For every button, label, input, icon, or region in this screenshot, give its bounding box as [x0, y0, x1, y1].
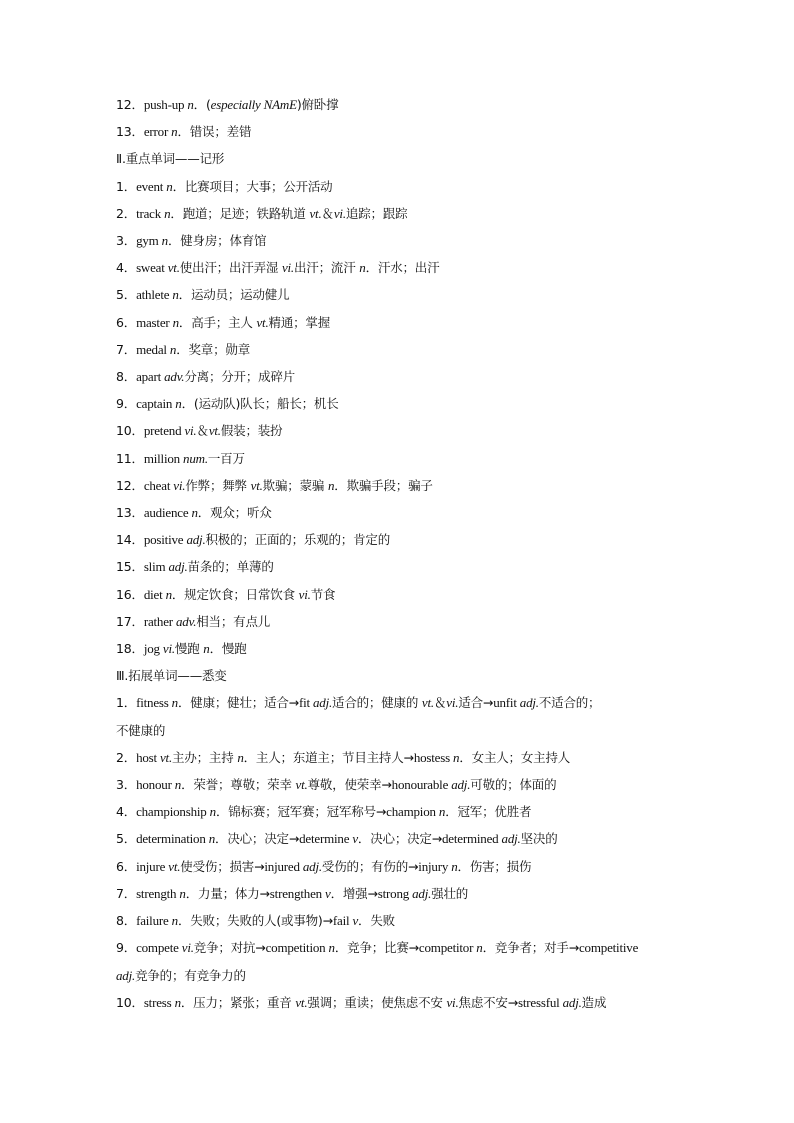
- text-segment: )俯卧撑: [296, 97, 339, 112]
- text-segment: 可敬的；体面的: [470, 777, 557, 793]
- part-of-speech: vt.: [309, 205, 322, 221]
- text-line: [116, 145, 686, 172]
- text-segment: 焦虑不安→: [458, 994, 519, 1010]
- english-word: slim: [143, 559, 169, 575]
- text-segment: Ⅲ.拓展单词——悉变: [116, 668, 227, 684]
- part-of-speech: n: [172, 287, 179, 303]
- text-segment: 9．: [116, 396, 137, 412]
- part-of-speech: n: [359, 260, 366, 276]
- english-word: error: [143, 124, 172, 140]
- text-line: [116, 390, 686, 417]
- english-word: determined: [442, 831, 502, 847]
- text-segment: 3．: [116, 233, 137, 249]
- text-segment: 7．: [116, 341, 137, 357]
- text-segment: 假装；装扮: [220, 423, 283, 439]
- part-of-speech: v: [352, 913, 359, 929]
- text-line: [116, 635, 686, 662]
- text-segment: 分离；分开；成碎片: [184, 369, 296, 385]
- english-word: strengthen: [269, 885, 325, 901]
- english-word: injure: [136, 858, 169, 874]
- text-segment: ．增强→: [330, 885, 378, 901]
- text-segment: ．荣誉；尊敬；荣幸: [181, 777, 296, 793]
- text-segment: 精通；掌握: [268, 314, 331, 330]
- part-of-speech: vt.: [167, 260, 180, 276]
- text-segment: ．高手；主人: [178, 314, 257, 330]
- part-of-speech: adj.: [186, 532, 206, 548]
- text-line: [116, 853, 686, 880]
- text-segment: 竞争的；有竞争力的: [135, 967, 246, 983]
- part-of-speech: n: [451, 858, 458, 874]
- text-segment: 17．: [116, 613, 144, 629]
- part-of-speech: n: [191, 505, 198, 521]
- text-segment: ．规定饮食；日常饮食: [171, 586, 299, 602]
- part-of-speech: adj.: [302, 858, 322, 874]
- part-of-speech: n: [166, 178, 173, 194]
- text-line: [116, 445, 686, 472]
- part-of-speech: vi.: [181, 940, 194, 956]
- text-line: [116, 200, 686, 227]
- text-segment: 10．: [116, 423, 144, 439]
- text-segment: 12．: [116, 97, 144, 112]
- part-of-speech: n: [172, 314, 179, 330]
- text-segment: 6．: [116, 858, 137, 874]
- text-segment: ．失败；失败的人(或事物)→: [177, 913, 333, 929]
- text-line: [116, 825, 686, 852]
- english-word: hostess: [413, 749, 454, 765]
- text-segment: 6．: [116, 314, 137, 330]
- text-segment: ．女主人；女主持人: [459, 749, 571, 765]
- english-word: jog: [143, 641, 163, 657]
- text-segment: 一百万: [207, 450, 245, 466]
- part-of-speech: v: [325, 885, 331, 901]
- text-segment: ＆: [433, 695, 447, 711]
- text-line: [116, 254, 686, 281]
- part-of-speech: n: [161, 233, 168, 249]
- text-segment: 慢跑: [174, 641, 204, 657]
- part-of-speech: vi.: [173, 477, 186, 493]
- part-of-speech: n: [174, 777, 182, 793]
- english-word: compete: [136, 940, 182, 956]
- english-word: failure: [136, 913, 172, 929]
- text-segment: 节食: [310, 586, 336, 602]
- text-line: [116, 472, 686, 499]
- part-of-speech: n: [165, 586, 172, 602]
- part-of-speech: n: [171, 695, 178, 711]
- text-segment: 出汗；流汗: [294, 260, 360, 276]
- text-segment: 4．: [116, 260, 137, 276]
- text-line: [116, 798, 686, 825]
- text-segment: ．跑道；足迹；铁路轨道: [170, 205, 310, 221]
- part-of-speech: adj.: [168, 559, 188, 575]
- text-line: [116, 689, 686, 716]
- text-segment: ．锦标赛；冠军赛；冠军称号→: [215, 804, 387, 820]
- text-line: [116, 989, 686, 1016]
- english-word: diet: [143, 586, 166, 602]
- english-word: athlete: [136, 287, 173, 303]
- part-of-speech: vt.: [295, 777, 308, 793]
- part-of-speech: num.: [183, 450, 208, 466]
- text-line: [116, 962, 686, 989]
- part-of-speech: n: [169, 341, 177, 357]
- text-line: [116, 608, 686, 635]
- text-segment: 主办；主持: [172, 749, 238, 765]
- part-of-speech: n: [187, 97, 194, 112]
- part-of-speech: n: [203, 641, 210, 657]
- text-segment: 1．: [116, 695, 137, 711]
- text-segment: ．欺骗手段；骗子: [334, 477, 433, 493]
- text-line: [116, 581, 686, 608]
- text-segment: ＆: [321, 205, 334, 221]
- part-of-speech: adj.: [451, 777, 471, 793]
- text-segment: 2．: [116, 749, 137, 765]
- part-of-speech: adv.: [175, 613, 197, 629]
- text-line: [116, 173, 686, 200]
- text-line: [116, 309, 686, 336]
- part-of-speech: vt.: [159, 749, 173, 765]
- english-word: honour: [136, 777, 175, 793]
- english-word: host: [136, 749, 160, 765]
- text-segment: 5．: [116, 287, 137, 303]
- english-word: push-up: [143, 97, 188, 112]
- part-of-speech: adj.: [519, 695, 539, 711]
- english-word: determine: [299, 831, 353, 847]
- text-segment: 追踪；跟踪: [345, 205, 408, 221]
- text-line: [116, 417, 686, 444]
- text-segment: 欺骗；蒙骗: [262, 477, 328, 493]
- text-segment: 5．: [116, 831, 137, 847]
- text-segment: ．失败: [358, 913, 395, 929]
- english-word: sweat: [136, 260, 168, 276]
- text-segment: 作弊；舞弊: [185, 477, 251, 493]
- english-word: captain: [136, 396, 176, 412]
- part-of-speech: n: [174, 994, 181, 1010]
- text-segment: 14．: [116, 532, 144, 548]
- english-word: strong: [377, 885, 413, 901]
- english-word: cheat: [143, 477, 174, 493]
- english-word: competitive: [578, 940, 639, 956]
- text-segment: ．决心；决定→: [357, 831, 442, 847]
- text-segment: 适合→: [458, 695, 494, 711]
- text-segment: 16．: [116, 586, 144, 602]
- text-line: [116, 499, 686, 526]
- part-of-speech: vt.: [421, 695, 434, 711]
- english-word: determination: [136, 831, 209, 847]
- part-of-speech: n: [164, 205, 171, 221]
- part-of-speech: n: [209, 804, 216, 820]
- text-segment: 8．: [116, 369, 137, 385]
- text-segment: ．(运动队)队长；船长；机长: [181, 396, 339, 412]
- text-segment: Ⅱ.重点单词——记形: [116, 151, 225, 167]
- english-word: champion: [386, 804, 439, 820]
- part-of-speech: adj.: [312, 695, 333, 711]
- english-word: fitness: [136, 695, 172, 711]
- text-segment: 不适合的；: [538, 695, 601, 711]
- text-segment: ＆: [196, 423, 209, 439]
- part-of-speech: n: [328, 940, 335, 956]
- text-segment: 不健康的: [116, 722, 166, 738]
- text-segment: 18．: [116, 641, 144, 657]
- english-word: audience: [143, 505, 192, 521]
- text-line: [116, 907, 686, 934]
- text-segment: ．比赛项目；大事；公开活动: [172, 178, 333, 194]
- part-of-speech: vi.: [446, 695, 459, 711]
- text-line: [116, 281, 686, 308]
- text-segment: 造成: [581, 994, 607, 1010]
- part-of-speech: n: [453, 749, 460, 765]
- text-segment: 使受伤；损害→: [180, 858, 265, 874]
- english-word: championship: [136, 804, 210, 820]
- text-line: [116, 880, 686, 907]
- text-line: [116, 118, 686, 145]
- part-of-speech: vi.: [281, 260, 294, 276]
- part-of-speech: n: [175, 396, 182, 412]
- part-of-speech: n: [208, 831, 216, 847]
- text-segment: ．冠军；优胜者: [445, 804, 532, 820]
- text-segment: 7．: [116, 885, 137, 901]
- text-segment: 使出汗；出汗弄湿: [179, 260, 282, 276]
- part-of-speech: vt.: [295, 994, 308, 1010]
- part-of-speech: v: [352, 831, 358, 847]
- text-segment: 4．: [116, 804, 137, 820]
- part-of-speech: especially NAmE: [210, 97, 297, 112]
- english-word: event: [136, 178, 167, 194]
- english-word: medal: [136, 341, 170, 357]
- text-segment: 积极的；正面的；乐观的；肯定的: [205, 532, 391, 548]
- text-line: [116, 717, 686, 744]
- text-segment: ．慢跑: [209, 641, 247, 657]
- text-line: [116, 363, 686, 390]
- text-segment: 1．: [116, 178, 137, 194]
- english-word: competitor: [418, 940, 477, 956]
- document-body: [116, 91, 686, 1016]
- text-line: [116, 771, 686, 798]
- english-word: injury: [418, 858, 452, 874]
- english-word: competition: [265, 940, 329, 956]
- text-line: [116, 336, 686, 363]
- text-line: [116, 526, 686, 553]
- part-of-speech: vt.: [256, 314, 269, 330]
- english-word: honourable: [391, 777, 452, 793]
- text-segment: ．健康；健壮；适合→: [177, 695, 299, 711]
- text-segment: 13．: [116, 124, 144, 140]
- text-segment: ．力量；体力→: [185, 885, 270, 901]
- english-word: strength: [136, 885, 180, 901]
- text-segment: 强壮的: [431, 885, 469, 901]
- english-word: unfit: [493, 695, 520, 711]
- text-segment: 竞争；对抗→: [193, 940, 266, 956]
- text-segment: 受伤的；有伤的→: [321, 858, 419, 874]
- english-word: stress: [143, 994, 175, 1010]
- text-line: [116, 553, 686, 580]
- text-segment: 苗条的；单薄的: [187, 559, 274, 575]
- part-of-speech: vt.: [250, 477, 263, 493]
- text-line: [116, 91, 686, 118]
- part-of-speech: n: [438, 804, 446, 820]
- text-segment: ．健身房；体育馆: [167, 233, 267, 249]
- part-of-speech: n: [179, 885, 186, 901]
- english-word: gym: [136, 233, 162, 249]
- part-of-speech: vi.: [333, 205, 346, 221]
- text-segment: 13．: [116, 505, 144, 521]
- text-segment: 相当；有点儿: [196, 613, 271, 629]
- english-word: stressful: [518, 994, 563, 1010]
- english-word: million: [143, 450, 184, 466]
- part-of-speech: n: [476, 940, 483, 956]
- text-line: [116, 227, 686, 254]
- text-segment: ．主人；东道主；节目主持人→: [243, 749, 414, 765]
- text-segment: 11．: [116, 450, 144, 466]
- text-line: [116, 662, 686, 689]
- part-of-speech: adv.: [164, 369, 185, 385]
- english-word: apart: [136, 369, 165, 385]
- text-segment: ．观众；听众: [197, 505, 272, 521]
- text-segment: 2．: [116, 205, 137, 221]
- part-of-speech: vi.: [446, 994, 459, 1010]
- text-segment: ．运动员；运动健儿: [178, 287, 290, 303]
- english-word: pretend: [143, 423, 185, 439]
- part-of-speech: vt.: [208, 423, 221, 439]
- text-segment: 3．: [116, 777, 137, 793]
- english-word: fail: [332, 913, 353, 929]
- text-segment: ．汗水；出汗: [365, 260, 440, 276]
- part-of-speech: n: [327, 477, 335, 493]
- text-segment: 坚决的: [520, 831, 558, 847]
- part-of-speech: vi.: [162, 641, 175, 657]
- text-segment: ．压力；紧张；重音: [180, 994, 296, 1010]
- text-segment: 9．: [116, 940, 137, 956]
- part-of-speech: n: [171, 913, 178, 929]
- part-of-speech: vt.: [168, 858, 181, 874]
- english-word: positive: [143, 532, 187, 548]
- text-segment: 强调；重读；使焦虑不安: [307, 994, 447, 1010]
- text-segment: ．奖章；勋章: [176, 341, 251, 357]
- part-of-speech: vi.: [298, 586, 311, 602]
- english-word: fit: [298, 695, 313, 711]
- text-segment: ．竞争；比赛→: [334, 940, 419, 956]
- text-segment: ．错误；差错: [177, 124, 252, 140]
- text-line: [116, 934, 686, 961]
- text-segment: ．伤害；损伤: [457, 858, 532, 874]
- part-of-speech: vi.: [184, 423, 197, 439]
- english-word: track: [136, 205, 165, 221]
- text-segment: ．决心；决定→: [215, 831, 300, 847]
- text-segment: ．(: [193, 97, 211, 112]
- part-of-speech: adj.: [501, 831, 521, 847]
- part-of-speech: n: [171, 124, 178, 140]
- english-word: master: [136, 314, 173, 330]
- text-line: [116, 744, 686, 771]
- part-of-speech: adj.: [412, 885, 432, 901]
- english-word: rather: [143, 613, 176, 629]
- text-segment: ．竞争者；对手→: [482, 940, 579, 956]
- text-segment: 尊敬，使荣幸→: [307, 777, 392, 793]
- part-of-speech: n: [237, 749, 244, 765]
- text-segment: 8．: [116, 913, 137, 929]
- text-segment: 15．: [116, 559, 144, 575]
- text-segment: 10．: [116, 994, 144, 1010]
- english-word: injured: [264, 858, 303, 874]
- part-of-speech: adj.: [116, 967, 136, 983]
- text-segment: 适合的；健康的: [332, 695, 422, 711]
- text-segment: 12．: [116, 477, 144, 493]
- part-of-speech: adj.: [562, 994, 582, 1010]
